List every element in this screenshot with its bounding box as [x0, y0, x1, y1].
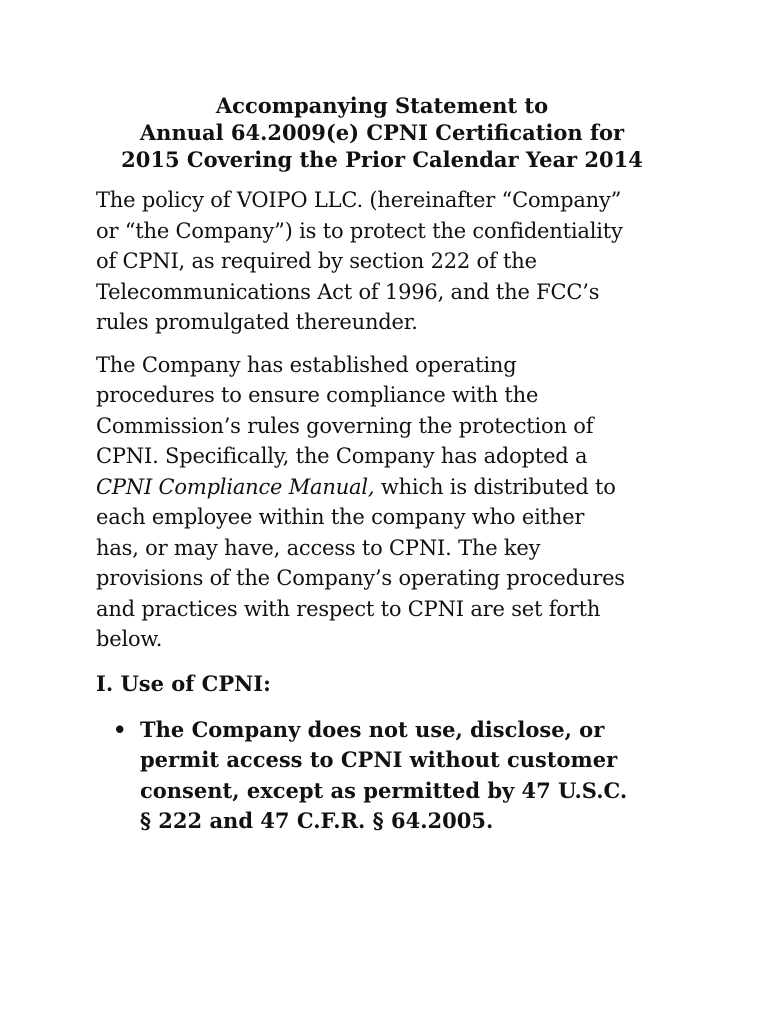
bullet-list [96, 715, 676, 837]
title-line-2: Annual 64.2009(e) CPNI Certification for [139, 120, 625, 145]
bullet-line: The Company does not use, disclose, or [140, 716, 605, 742]
bullet-line: § 222 and 47 C.F.R. § 64.2005. [140, 808, 494, 833]
paragraph-line: each employee within the company who either [96, 505, 585, 529]
paragraph-line: rules promulgated thereunder. [96, 310, 418, 334]
title-line-3: 2015 Covering the Prior Calendar Year 2014 [121, 147, 643, 172]
bullet-line: consent, except as permitted by 47 U.S.C. [140, 777, 628, 803]
paragraph-line: procedures to ensure compliance with the [96, 383, 539, 407]
paragraph-line [96, 472, 676, 503]
section-heading: I. Use of CPNI: [96, 670, 271, 696]
paragraph-line: Commission’s rules governing the protection of [96, 413, 594, 438]
manual-title: CPNI Compliance Manual, [96, 474, 375, 499]
document-title [88, 92, 676, 173]
bullet-icon: • [113, 716, 127, 742]
bullet-item [96, 715, 676, 837]
policy-paragraph [96, 185, 676, 338]
paragraph-line: The Company has established operating [96, 352, 517, 377]
paragraph-line: of CPNI, as required by section 222 of the [96, 249, 537, 273]
paragraph-line: and practices with respect to CPNI are set forth [96, 596, 601, 621]
paragraph-line: has, or may have, access to CPNI. The key [96, 535, 541, 560]
paragraph-line: Telecommunications Act of 1996, and the FCC’s [96, 279, 600, 304]
paragraph-line: provisions of the Company’s operating procedures [96, 566, 625, 590]
procedures-paragraph [96, 350, 676, 655]
paragraph-line: CPNI. Specifically, the Company has adopted a [96, 444, 588, 468]
paragraph-line: The policy of VOIPO LLC. (hereinafter “Company” [96, 188, 622, 212]
paragraph-line: or “the Company”) is to protect the confidentiality [96, 218, 623, 243]
paragraph-line: below. [96, 627, 163, 651]
title-line-1: Accompanying Statement to [215, 93, 549, 118]
document-page [96, 92, 676, 837]
bullet-line: permit access to CPNI without customer [140, 747, 618, 772]
paragraph-line-rest: which is distributed to [374, 474, 616, 499]
